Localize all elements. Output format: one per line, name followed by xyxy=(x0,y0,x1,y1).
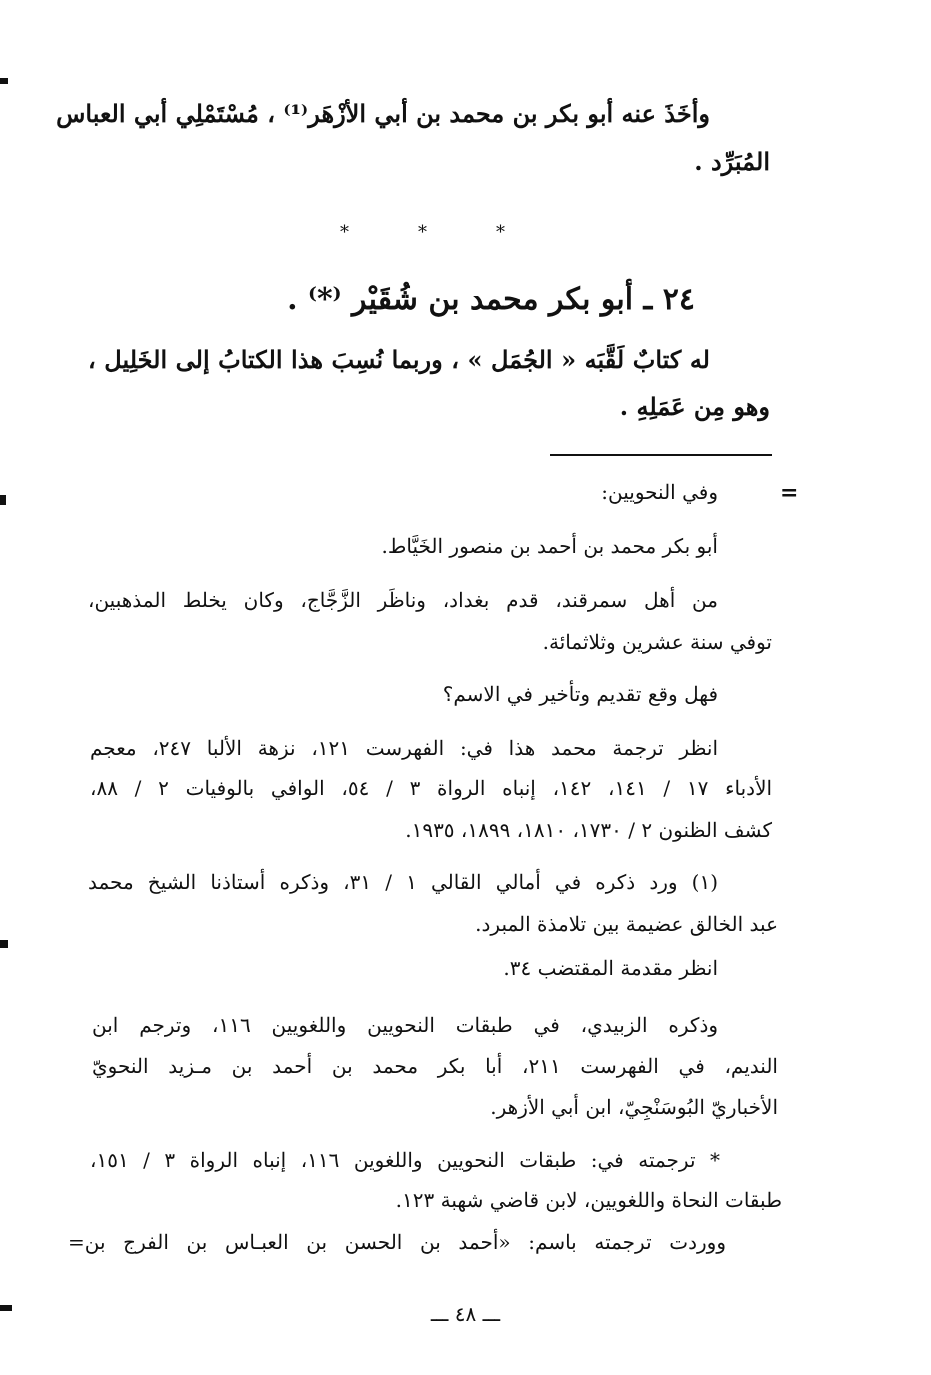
footnote-line: (١) ورد ذكره في أمالي القالي ١ / ٣١، وذكره أستاذنا الشيخ محمد xyxy=(88,870,719,894)
footnote-separator xyxy=(550,454,772,456)
margin-mark xyxy=(0,940,8,948)
body-line-3: له كتابٌ لَقَّبَه « الجُمَل » ، وربما نُسِبَ هذا الكتابُ إلى الخَلِيل ، xyxy=(88,345,710,374)
footnote-line: وذكره الزبيدي، في طبقات النحويين واللغويين ١١٦، وترجم ابن xyxy=(92,1013,719,1037)
footnote-line: وفي النحويين: xyxy=(601,480,718,504)
footnote-line: * ترجمته في: طبقات النحويين واللغوين ١١٦، إنباه الرواة ٣ / ١٥١، xyxy=(90,1148,720,1172)
footnote-line: طبقات النحاة واللغويين، لابن قاضي شهبة ١٢٣. xyxy=(395,1188,782,1212)
continuation-mark: = xyxy=(780,480,799,506)
star-ornament: * xyxy=(340,222,349,243)
entry-heading: ٢٤ ـ أبو بكر محمد بن شُقَيْر ⁽*⁾ . xyxy=(287,282,695,317)
footnote-line: الأخباريّ البُوسَنْجِيّ، ابن أبي الأزهر. xyxy=(490,1095,778,1119)
footnote-line: الأدباء ١٧ / ١٤١، ١٤٢، إنباه الرواة ٣ / ٥٤، الوافي بالوفيات ٢ / ٨٨، xyxy=(90,776,773,800)
footnote-line: انظر ترجمة محمد هذا في: الفهرست ١٢١، نزهة الألبا ٢٤٧، معجم xyxy=(90,736,718,760)
section-divider-stars xyxy=(330,222,530,242)
body-line-4: وهو مِن عَمَلِهِ . xyxy=(619,392,770,421)
body-line-1: وأخَذَ عنه أبو بكر بن محمد بن أبي الأزْهَر⁽¹⁾ ، مُسْتَمْلِي أبي العباس xyxy=(56,99,710,128)
footnote-line: من أهل سمرقند، قدم بغداد، وناظَر الزَّجَّاج، وكان يخلط المذهبين، xyxy=(88,588,718,612)
footnote-line: ووردت ترجمته باسم: «أحمد بن الحسن بن العبـاس بن الفرج بن= xyxy=(68,1230,726,1254)
star-ornament: * xyxy=(496,222,505,243)
footnote-line: توفي سنة عشرين وثلاثمائة. xyxy=(542,630,772,654)
footnote-line: انظر مقدمة المقتضب ٣٤. xyxy=(503,956,718,980)
footnote-line: النديم، في الفهرست ٢١١، أبا بكر محمد بن أحمد بن مـزيد النحويّ xyxy=(92,1054,778,1078)
footnote-line: كشف الظنون ٢ / ١٧٣٠، ١٨١٠، ١٨٩٩، ١٩٣٥. xyxy=(405,818,772,842)
footnote-line: فهل وقع تقديم وتأخير في الاسم؟ xyxy=(442,682,718,706)
footnote-line: أبو بكر محمد بن أحمد بن منصور الخَيَّاط. xyxy=(381,534,718,558)
footnote-line: عبد الخالق عضيمة بين تلامذة المبرد. xyxy=(475,912,778,936)
margin-mark xyxy=(0,495,6,505)
margin-mark xyxy=(0,78,8,84)
page-number: ـــ ٤٨ ـــ xyxy=(430,1302,501,1326)
star-ornament: * xyxy=(418,222,427,243)
body-line-2: المُبَرِّد . xyxy=(694,147,770,176)
